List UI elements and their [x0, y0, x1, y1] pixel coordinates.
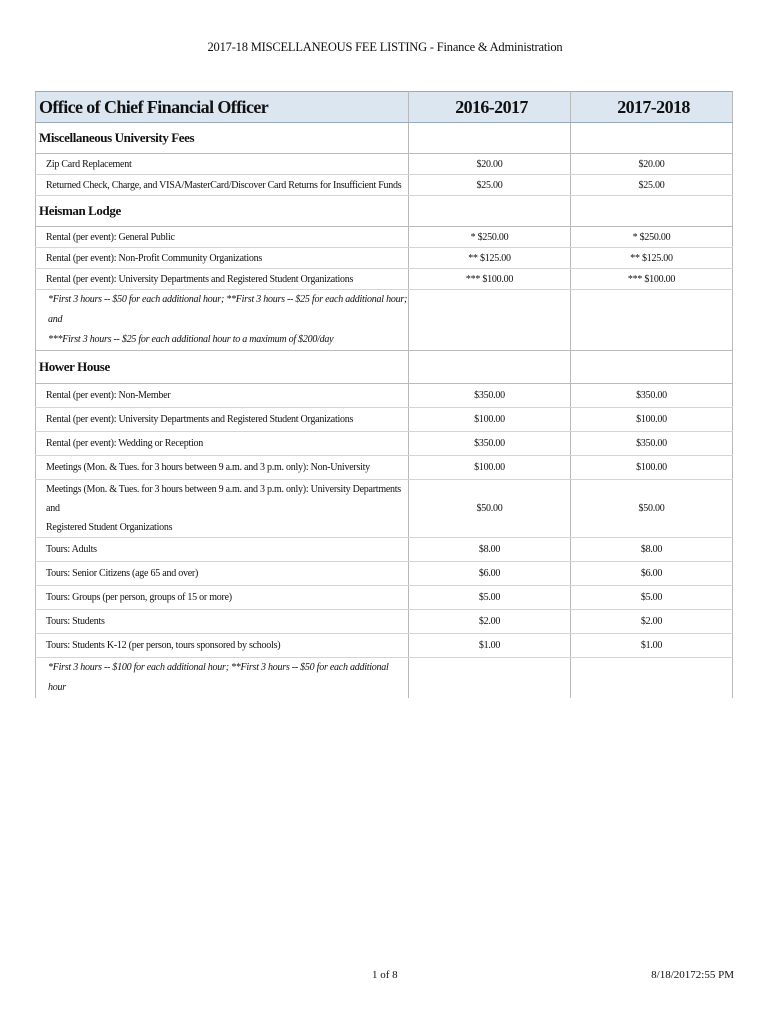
- fee-2017-2018: $5.00: [571, 586, 733, 610]
- fee-description-line: Meetings (Mon. & Tues. for 3 hours between 9 a.m. and 3 p.m. only): University Departments and: [46, 484, 401, 514]
- section-title: Heisman Lodge: [36, 196, 409, 227]
- fee-description: Tours: Students: [36, 610, 409, 634]
- footnote-row: [36, 658, 733, 699]
- table-row: [36, 634, 733, 658]
- table-row: [36, 154, 733, 175]
- fee-2016-2017: $50.00: [409, 480, 571, 538]
- fee-2017-2018: $20.00: [571, 154, 733, 175]
- fee-2016-2017: $8.00: [409, 538, 571, 562]
- table-row: [36, 432, 733, 456]
- department-heading: Office of Chief Financial Officer: [36, 92, 409, 123]
- fee-description: Tours: Students K-12 (per person, tours sponsored by schools): [36, 634, 409, 658]
- fee-description: Zip Card Replacement: [36, 154, 409, 175]
- print-timestamp: 8/18/20172:55 PM: [651, 969, 734, 981]
- section-title: Miscellaneous University Fees: [36, 123, 409, 154]
- fee-2017-2018: $2.00: [571, 610, 733, 634]
- fee-2016-2017: $100.00: [409, 408, 571, 432]
- fee-2017-2018: $6.00: [571, 562, 733, 586]
- footnote-row: [36, 290, 733, 351]
- column-heading-2017-2018: 2017-2018: [571, 92, 733, 123]
- fee-2017-2018: * $250.00: [571, 227, 733, 248]
- table-row: [36, 586, 733, 610]
- footnote-text: [36, 290, 409, 351]
- column-heading-2016-2017: 2016-2017: [409, 92, 571, 123]
- table-row: [36, 408, 733, 432]
- table-row: [36, 456, 733, 480]
- table-row: [36, 562, 733, 586]
- fee-2017-2018: ** $125.00: [571, 248, 733, 269]
- page-number: 1 of 8: [372, 969, 398, 981]
- fee-2017-2018: $100.00: [571, 456, 733, 480]
- fee-2016-2017: $2.00: [409, 610, 571, 634]
- table-row: [36, 175, 733, 196]
- footnote-line: ***First 3 hours -- $25 for each additional hour to a maximum of $200/day: [48, 334, 334, 345]
- fee-2016-2017: $20.00: [409, 154, 571, 175]
- table-row: [36, 248, 733, 269]
- fee-description: Returned Check, Charge, and VISA/MasterCard/Discover Card Returns for Insufficient Funds: [36, 175, 409, 196]
- fee-2016-2017: $100.00: [409, 456, 571, 480]
- fee-2016-2017: $350.00: [409, 432, 571, 456]
- fee-2017-2018: $350.00: [571, 384, 733, 408]
- fee-2016-2017: $25.00: [409, 175, 571, 196]
- section-header-hower-house: [36, 351, 733, 384]
- fee-2016-2017: ** $125.00: [409, 248, 571, 269]
- fee-2016-2017: $1.00: [409, 634, 571, 658]
- table-row: [36, 227, 733, 248]
- fee-description: [36, 480, 409, 538]
- fee-2017-2018: $8.00: [571, 538, 733, 562]
- section-title: Hower House: [36, 351, 409, 384]
- fee-table: [35, 91, 733, 698]
- fee-2016-2017: $6.00: [409, 562, 571, 586]
- table-row: [36, 384, 733, 408]
- footnote-text: *First 3 hours -- $100 for each additional hour; **First 3 hours -- $50 for each additional hour: [36, 658, 409, 699]
- fee-2017-2018: $350.00: [571, 432, 733, 456]
- fee-description-line: Registered Student Organizations: [46, 522, 173, 533]
- section-header-misc-fees: [36, 123, 733, 154]
- footnote-line: *First 3 hours -- $50 for each additional hour; **First 3 hours -- $25 for each additional hour; and: [48, 294, 408, 325]
- table-row: [36, 480, 733, 538]
- table-header-row: [36, 92, 733, 123]
- fee-2016-2017: $5.00: [409, 586, 571, 610]
- fee-2017-2018: $25.00: [571, 175, 733, 196]
- table-row: [36, 610, 733, 634]
- fee-description: Rental (per event): Wedding or Reception: [36, 432, 409, 456]
- fee-description: Rental (per event): Non-Profit Community Organizations: [36, 248, 409, 269]
- fee-2016-2017: *** $100.00: [409, 269, 571, 290]
- fee-description: Rental (per event): Non-Member: [36, 384, 409, 408]
- fee-description: Rental (per event): General Public: [36, 227, 409, 248]
- fee-2017-2018: $50.00: [571, 480, 733, 538]
- fee-description: Tours: Groups (per person, groups of 15 or more): [36, 586, 409, 610]
- fee-2016-2017: * $250.00: [409, 227, 571, 248]
- section-header-heisman-lodge: [36, 196, 733, 227]
- fee-description: Rental (per event): University Departments and Registered Student Organizations: [36, 269, 409, 290]
- fee-2017-2018: $100.00: [571, 408, 733, 432]
- table-row: [36, 538, 733, 562]
- fee-description: Tours: Adults: [36, 538, 409, 562]
- fee-description: Rental (per event): University Departments and Registered Student Organizations: [36, 408, 409, 432]
- fee-description: Meetings (Mon. & Tues. for 3 hours between 9 a.m. and 3 p.m. only): Non-University: [36, 456, 409, 480]
- fee-2017-2018: $1.00: [571, 634, 733, 658]
- table-row: [36, 269, 733, 290]
- fee-2016-2017: $350.00: [409, 384, 571, 408]
- page-title: 2017-18 MISCELLANEOUS FEE LISTING - Finance & Administration: [207, 40, 563, 54]
- fee-2017-2018: *** $100.00: [571, 269, 733, 290]
- fee-description: Tours: Senior Citizens (age 65 and over): [36, 562, 409, 586]
